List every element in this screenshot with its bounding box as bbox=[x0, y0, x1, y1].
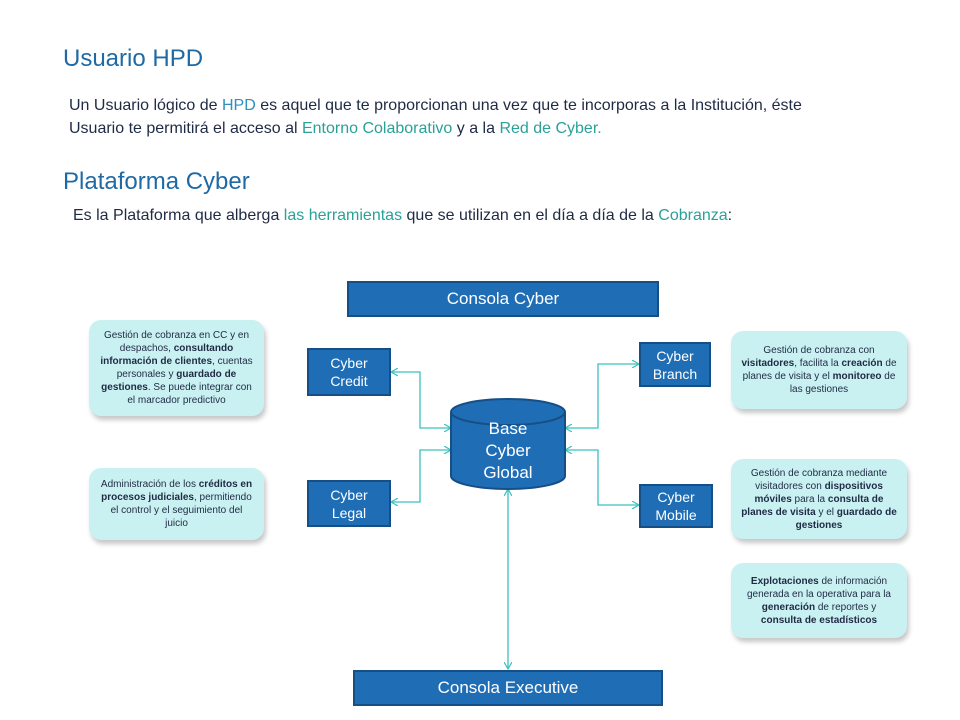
note-legal-t1: Administración de los bbox=[100, 479, 199, 490]
cyber-legal-line2: Legal bbox=[331, 504, 367, 521]
consola-executive-label: Consola Executive bbox=[437, 678, 579, 697]
note-branch-t4: de las gestiones bbox=[789, 371, 896, 395]
note-mobile-t2: para la bbox=[791, 493, 828, 505]
cyber-text-2: que se utilizan en el día a día de la bbox=[402, 207, 659, 224]
note-mobile-b1: dispositivos móviles bbox=[754, 480, 883, 505]
consola-cyber-box bbox=[347, 281, 659, 317]
note-cyber-mobile bbox=[731, 459, 907, 539]
consola-cyber-label: Consola Cyber bbox=[446, 289, 560, 308]
plataforma-cyber-title: Plataforma Cyber bbox=[63, 168, 250, 195]
note-mobile-b3: guardado de gestiones bbox=[795, 506, 897, 531]
note-cyber-branch bbox=[731, 331, 907, 409]
note-branch-t3: de planes de visita y el bbox=[742, 358, 897, 382]
note-legal-t2: , permitiendo el control y el seguimiento del juicio bbox=[110, 492, 252, 529]
base-label-line1: Base bbox=[488, 419, 528, 438]
hpd-highlight: HPD bbox=[221, 97, 256, 114]
hpd-text-2: es aquel que te proporcionan una vez que te incorporas a la Institución, éste bbox=[255, 97, 802, 114]
cyber-credit-line1: Cyber bbox=[330, 355, 368, 371]
base-label-line2: Cyber bbox=[485, 441, 531, 460]
hpd-text-3: Usuario te permitirá el acceso al bbox=[69, 120, 302, 137]
note-mobile-b2: consulta de planes de visita bbox=[741, 493, 884, 518]
cyber-text-1: Es la Plataforma que alberga bbox=[73, 207, 284, 224]
hpd-text-4: y a la bbox=[452, 120, 500, 137]
note-credit-b1: consultando información de clientes bbox=[100, 343, 234, 367]
cyber-branch-line1: Cyber bbox=[656, 347, 694, 364]
usuario-hpd-title: Usuario HPD bbox=[63, 45, 204, 72]
note-exec-b3: consulta de estadísticos bbox=[760, 614, 878, 626]
base-label-line3: Global bbox=[483, 463, 533, 482]
herramientas-highlight: las herramientas bbox=[283, 207, 403, 224]
cyber-text-3: : bbox=[727, 207, 733, 224]
note-credit-t1: Gestión de cobranza en CC y en despachos, bbox=[103, 330, 250, 354]
connector-credit bbox=[392, 372, 450, 428]
note-credit-t3: . Se puede integrar con el marcador predictivo bbox=[127, 382, 252, 406]
connector-legal bbox=[392, 450, 450, 502]
note-exec-b1: Explotaciones bbox=[750, 575, 819, 587]
note-legal-b1: créditos en procesos judiciales bbox=[101, 479, 253, 503]
red-cyber-highlight: Red de Cyber. bbox=[499, 120, 602, 137]
hpd-text-1: Un Usuario lógico de bbox=[69, 97, 222, 114]
note-mobile-t1: Gestión de cobranza mediante visitadores con bbox=[750, 467, 888, 492]
note-credit-t2: , cuentas personales y bbox=[116, 356, 253, 380]
cyber-branch-line2: Branch bbox=[652, 365, 698, 382]
cobranza-highlight: Cobranza bbox=[658, 207, 728, 224]
note-branch-b1: visitadores bbox=[741, 358, 795, 369]
entorno-colaborativo-highlight: Entorno Colaborativo bbox=[301, 120, 453, 137]
note-branch-t2: , facilita la bbox=[794, 358, 842, 369]
cyber-credit-line2: Credit bbox=[330, 373, 368, 389]
cyber-legal-line1: Cyber bbox=[330, 486, 368, 503]
cyber-mobile-line1: Cyber bbox=[657, 489, 695, 505]
connector-mobile bbox=[566, 450, 638, 505]
note-exec-t2: de reportes y bbox=[815, 601, 877, 613]
consola-executive-box bbox=[353, 670, 663, 706]
note-branch-t1: Gestión de cobranza con bbox=[763, 345, 875, 356]
note-exec-t1: de información generada en la operativa para la bbox=[747, 575, 891, 600]
cyber-branch-box bbox=[639, 342, 711, 387]
cyber-credit-box bbox=[307, 348, 391, 396]
note-cyber-credit bbox=[89, 320, 264, 416]
note-branch-b2: creación bbox=[841, 358, 883, 369]
note-branch-b3: monitoreo bbox=[832, 371, 882, 382]
connector-branch bbox=[566, 364, 638, 428]
note-consola-executive bbox=[731, 563, 907, 638]
note-mobile-t3: y el bbox=[815, 506, 837, 518]
base-cyber-global-label bbox=[452, 418, 564, 484]
note-cyber-legal bbox=[89, 468, 264, 540]
note-credit-b2: guardado de gestiones bbox=[101, 369, 237, 393]
cyber-mobile-line2: Mobile bbox=[655, 507, 697, 523]
cyber-mobile-box bbox=[639, 484, 713, 528]
note-exec-b2: generación bbox=[761, 601, 816, 613]
cyber-legal-box bbox=[307, 480, 391, 527]
